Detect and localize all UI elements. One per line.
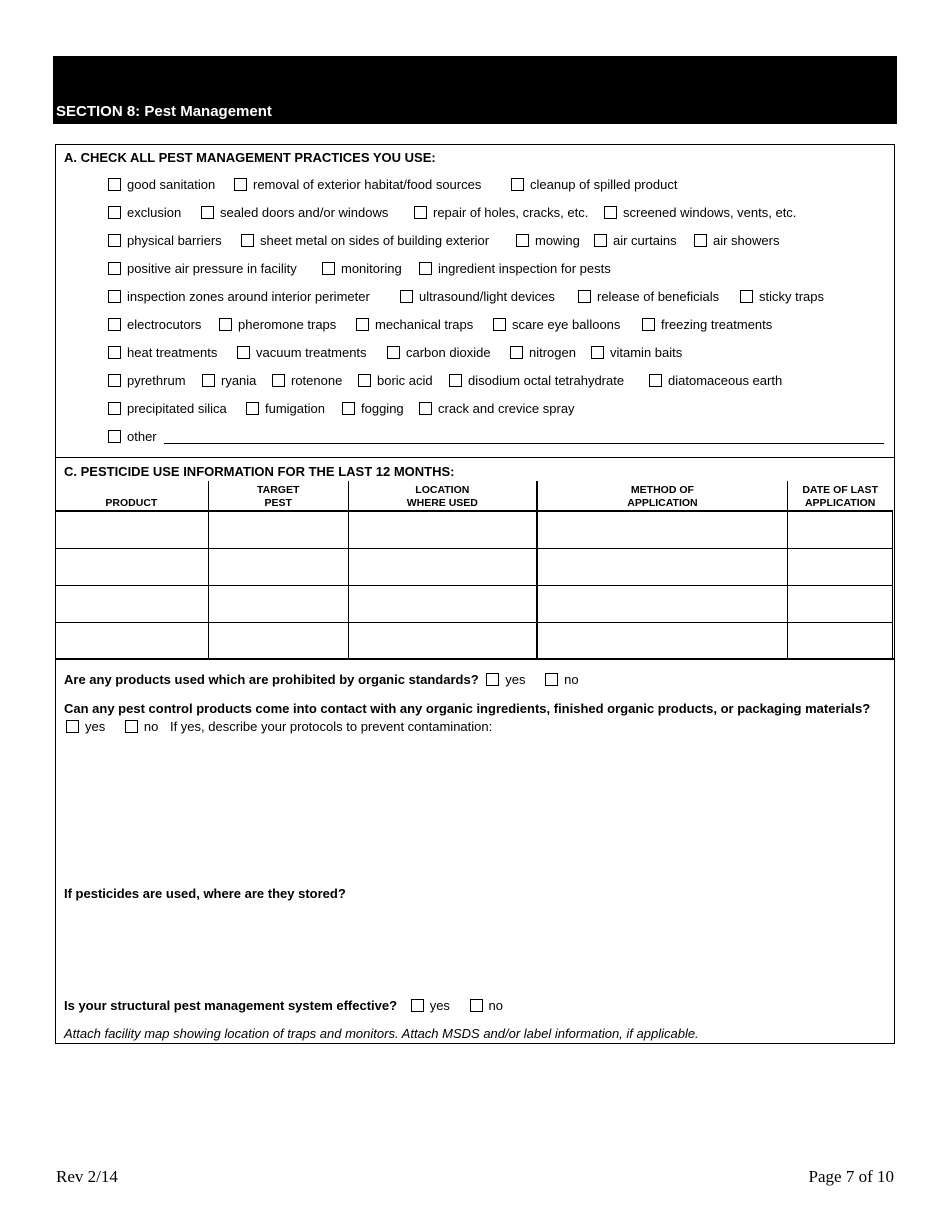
pesticide-table — [55, 481, 893, 659]
checkbox[interactable] — [219, 318, 232, 331]
revision-label: Rev 2/14 — [56, 1167, 118, 1186]
practice-option[interactable]: mowing — [516, 233, 580, 248]
practice-option[interactable]: freezing treatments — [642, 317, 772, 332]
part-c-heading: C. PESTICIDE USE INFORMATION FOR THE LAST 12 MONTHS: — [64, 464, 455, 479]
checkbox[interactable] — [358, 374, 371, 387]
table-cell[interactable] — [208, 586, 348, 623]
practice-option[interactable]: heat treatments — [108, 345, 217, 360]
table-row — [55, 586, 893, 623]
checkbox[interactable] — [591, 346, 604, 359]
column-header: TARGET PEST — [208, 481, 348, 511]
table-cell[interactable] — [537, 549, 787, 586]
practice-option[interactable]: exclusion — [108, 205, 181, 220]
practice-option[interactable]: sticky traps — [740, 289, 824, 304]
questions-panel — [55, 660, 895, 1044]
checkbox[interactable] — [400, 290, 413, 303]
table-cell[interactable] — [787, 623, 892, 660]
checkbox[interactable] — [108, 206, 121, 219]
question-contact: Can any pest control products come into contact with any organic ingredients, finished organic products, or packaging materials? yes no If yes, describe your protocols to prevent contamination: — [64, 701, 871, 734]
practice-option[interactable]: fumigation — [246, 401, 325, 416]
practice-option[interactable]: precipitated silica — [108, 401, 227, 416]
practice-option[interactable]: scare eye balloons — [493, 317, 620, 332]
practice-option[interactable]: vitamin baits — [591, 345, 682, 360]
checkbox[interactable] — [594, 234, 607, 247]
no-checkbox[interactable] — [470, 999, 483, 1012]
practice-option[interactable]: rotenone — [272, 373, 342, 388]
table-row — [55, 623, 893, 660]
attachment-note: Attach facility map showing location of traps and monitors. Attach MSDS and/or label information, if applicable. — [64, 1026, 699, 1041]
table-cell[interactable] — [348, 586, 537, 623]
practice-option[interactable]: screened windows, vents, etc. — [604, 205, 796, 220]
checkbox[interactable] — [322, 262, 335, 275]
yes-checkbox[interactable] — [66, 720, 79, 733]
column-header: PRODUCT — [55, 481, 208, 511]
table-header-row — [55, 481, 893, 511]
table-cell[interactable] — [55, 586, 208, 623]
practice-option[interactable]: crack and crevice spray — [419, 401, 575, 416]
contact-followup: If yes, describe your protocols to prevent contamination: — [169, 719, 493, 734]
checkbox[interactable] — [740, 290, 753, 303]
column-header: LOCATION WHERE USED — [348, 481, 537, 511]
checkbox[interactable] — [108, 318, 121, 331]
practice-option[interactable]: air showers — [694, 233, 779, 248]
practice-option[interactable]: monitoring — [322, 261, 402, 276]
checkbox[interactable] — [246, 402, 259, 415]
checkbox[interactable] — [356, 318, 369, 331]
practice-option[interactable]: sheet metal on sides of building exterior — [241, 233, 489, 248]
practice-option[interactable]: ingredient inspection for pests — [419, 261, 611, 276]
table-cell[interactable] — [348, 549, 537, 586]
practice-option[interactable]: nitrogen — [510, 345, 576, 360]
practice-option[interactable]: fogging — [342, 401, 404, 416]
practice-option[interactable]: physical barriers — [108, 233, 222, 248]
section-header — [53, 56, 897, 124]
checkbox[interactable] — [108, 178, 121, 191]
checkbox[interactable] — [237, 346, 250, 359]
practice-option[interactable]: positive air pressure in facility — [108, 261, 297, 276]
checkbox[interactable] — [108, 262, 121, 275]
table-row — [55, 511, 893, 549]
table-cell[interactable] — [787, 586, 892, 623]
table-row — [55, 549, 893, 586]
practice-option[interactable]: inspection zones around interior perimeter — [108, 289, 370, 304]
practice-option[interactable]: ultrasound/light devices — [400, 289, 555, 304]
checkbox[interactable] — [414, 206, 427, 219]
checkbox[interactable] — [449, 374, 462, 387]
table-cell[interactable] — [208, 511, 348, 549]
other-option[interactable]: other — [108, 429, 157, 444]
table-cell[interactable] — [348, 511, 537, 549]
column-header: DATE OF LAST APPLICATION — [787, 481, 892, 511]
practice-option[interactable]: carbon dioxide — [387, 345, 491, 360]
table-cell[interactable] — [537, 586, 787, 623]
practice-option[interactable]: repair of holes, cracks, etc. — [414, 205, 588, 220]
checkbox[interactable] — [342, 402, 355, 415]
question-stored: If pesticides are used, where are they stored? — [64, 886, 346, 901]
checkbox[interactable] — [202, 374, 215, 387]
table-cell[interactable] — [208, 623, 348, 660]
table-cell[interactable] — [55, 549, 208, 586]
checkbox[interactable] — [108, 290, 121, 303]
practice-option[interactable]: mechanical traps — [356, 317, 473, 332]
practice-option[interactable]: air curtains — [594, 233, 677, 248]
table-cell[interactable] — [787, 511, 892, 549]
practice-option[interactable]: release of beneficials — [578, 289, 719, 304]
practice-option[interactable]: removal of exterior habitat/food sources — [234, 177, 481, 192]
section-title: SECTION 8: Pest Management — [56, 103, 272, 120]
checkbox[interactable] — [387, 346, 400, 359]
checkbox[interactable] — [419, 262, 432, 275]
table-cell[interactable] — [787, 549, 892, 586]
checkbox[interactable] — [493, 318, 506, 331]
no-checkbox[interactable] — [545, 673, 558, 686]
checkbox[interactable] — [201, 206, 214, 219]
practice-option[interactable]: diatomaceous earth — [649, 373, 782, 388]
page-number: Page 7 of 10 — [808, 1167, 894, 1186]
practice-option[interactable]: sealed doors and/or windows — [201, 205, 388, 220]
checkbox[interactable] — [108, 234, 121, 247]
table-cell[interactable] — [208, 549, 348, 586]
checkbox[interactable] — [419, 402, 432, 415]
question-prohibited: Are any products used which are prohibited by organic standards? yes no — [64, 672, 579, 687]
checkbox[interactable] — [108, 346, 121, 359]
checkbox[interactable] — [642, 318, 655, 331]
table-cell[interactable] — [55, 511, 208, 549]
checkbox[interactable] — [649, 374, 662, 387]
checkbox[interactable] — [108, 430, 121, 443]
other-input-line[interactable] — [164, 443, 884, 444]
table-cell[interactable] — [537, 511, 787, 549]
table-cell[interactable] — [537, 623, 787, 660]
practice-option[interactable]: ryania — [202, 373, 256, 388]
practice-option[interactable]: pyrethrum — [108, 373, 186, 388]
practice-option[interactable]: cleanup of spilled product — [511, 177, 677, 192]
yes-checkbox[interactable] — [486, 673, 499, 686]
checkbox[interactable] — [694, 234, 707, 247]
practice-option[interactable]: electrocutors — [108, 317, 201, 332]
table-cell[interactable] — [348, 623, 537, 660]
practice-option[interactable]: good sanitation — [108, 177, 215, 192]
no-checkbox[interactable] — [125, 720, 138, 733]
checkbox[interactable] — [516, 234, 529, 247]
yes-checkbox[interactable] — [411, 999, 424, 1012]
checkbox[interactable] — [108, 402, 121, 415]
practice-option[interactable]: boric acid — [358, 373, 433, 388]
checkbox[interactable] — [272, 374, 285, 387]
practice-option[interactable]: pheromone traps — [219, 317, 336, 332]
part-a-heading: A. CHECK ALL PEST MANAGEMENT PRACTICES YOU USE: — [64, 150, 436, 165]
checkbox[interactable] — [234, 178, 247, 191]
question-effective: Is your structural pest management system effective? yes no — [64, 998, 504, 1013]
checkbox[interactable] — [604, 206, 617, 219]
practice-option[interactable]: disodium octal tetrahydrate — [449, 373, 624, 388]
column-header: METHOD OF APPLICATION — [537, 481, 787, 511]
checkbox[interactable] — [578, 290, 591, 303]
pesticide-use-panel — [55, 457, 895, 660]
practice-option[interactable]: vacuum treatments — [237, 345, 367, 360]
checkbox[interactable] — [510, 346, 523, 359]
checkbox[interactable] — [511, 178, 524, 191]
checkbox[interactable] — [108, 374, 121, 387]
pest-practices-panel — [55, 144, 895, 458]
checkbox[interactable] — [241, 234, 254, 247]
table-cell[interactable] — [55, 623, 208, 660]
